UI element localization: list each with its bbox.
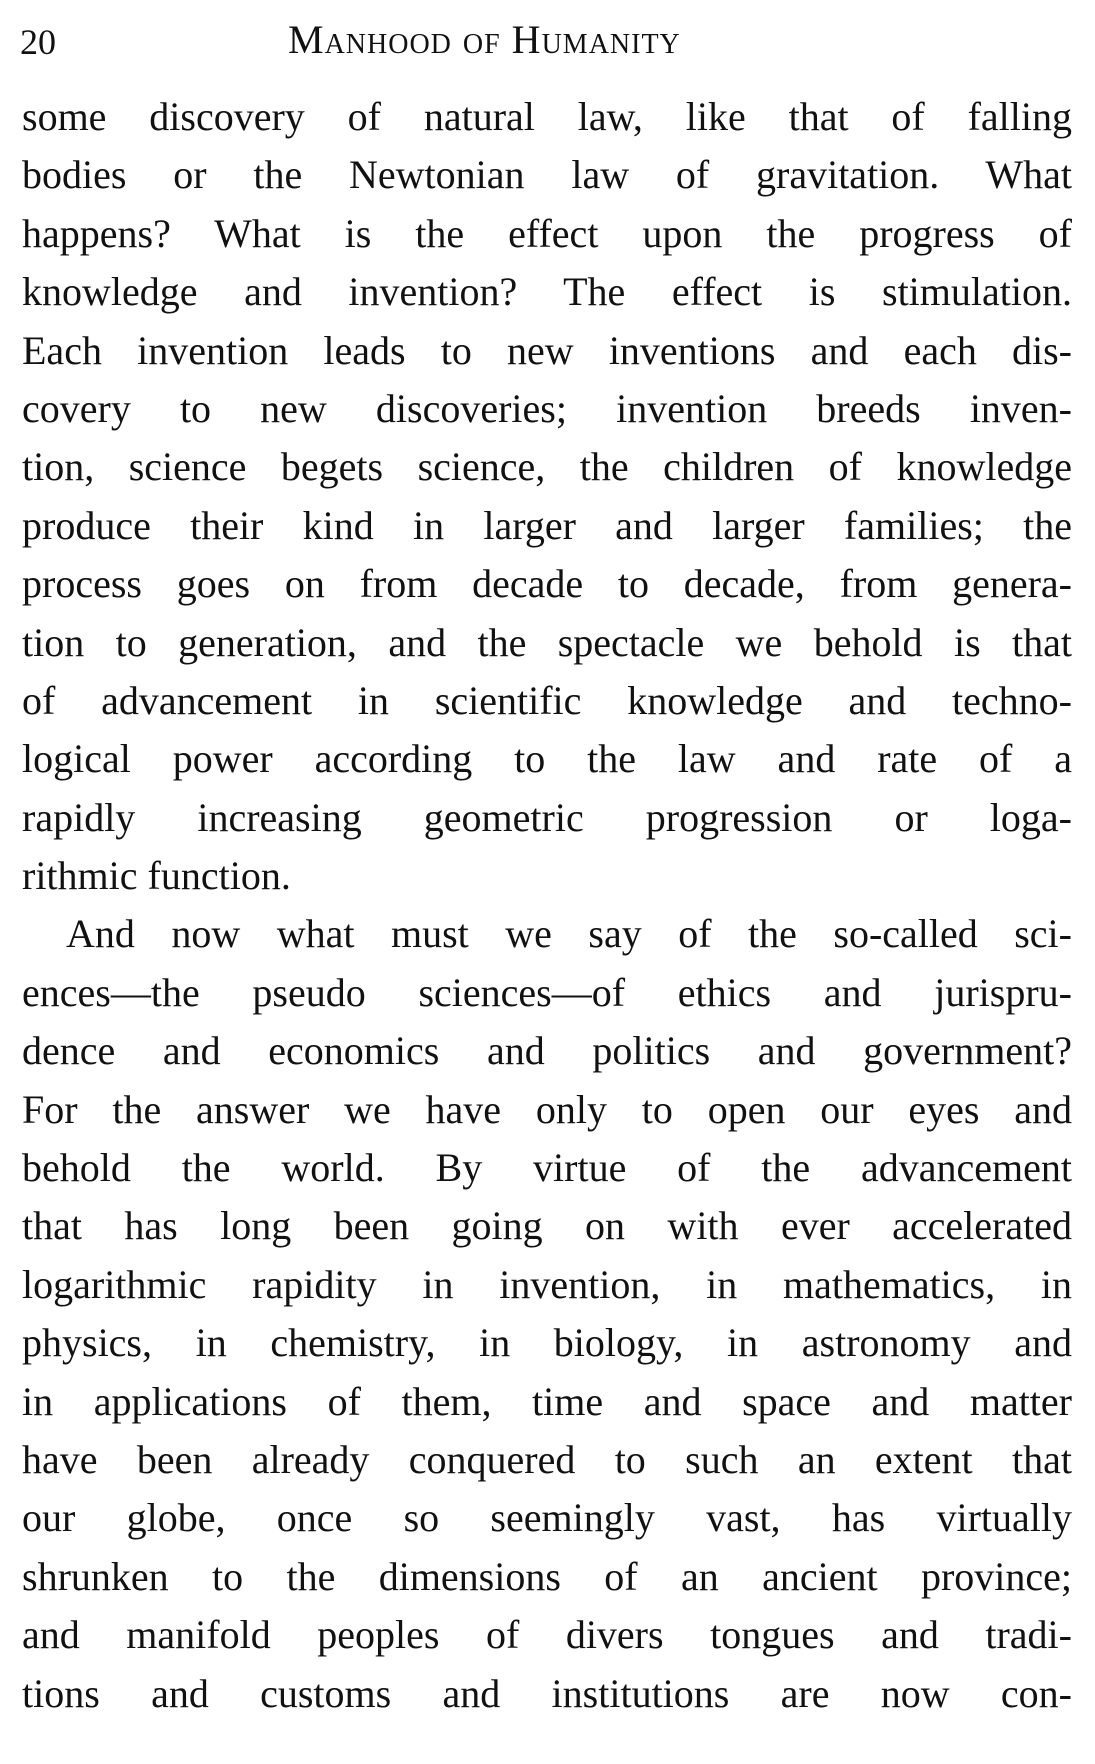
text-line: physics, in chemistry, in biology, in astronomy and <box>22 1320 1072 1366</box>
body-text <box>22 88 1072 1723</box>
text-line: knowledge and invention? The effect is stimulation. <box>22 269 1072 315</box>
text-line: shrunken to the dimensions of an ancient province; <box>22 1553 1072 1599</box>
text-line: rapidly increasing geometric progression or loga- <box>22 794 1072 840</box>
text-line: logarithmic rapidity in invention, in mathematics, in <box>22 1261 1072 1307</box>
text-line: tions and customs and institutions are now con- <box>22 1670 1072 1716</box>
text-line: tion to generation, and the spectacle we behold is that <box>22 619 1072 665</box>
text-line: and manifold peoples of divers tongues and tradi- <box>22 1612 1072 1658</box>
text-line: have been already conquered to such an extent that <box>22 1436 1072 1482</box>
text-line: process goes on from decade to decade, from genera- <box>22 561 1072 607</box>
text-line: Each invention leads to new inventions and each dis- <box>22 327 1072 373</box>
text-line: produce their kind in larger and larger families; the <box>22 502 1072 548</box>
text-line: For the answer we have only to open our eyes and <box>22 1086 1072 1132</box>
text-line: bodies or the Newtonian law of gravitation. What <box>22 152 1072 198</box>
text-line: of advancement in scientific knowledge and techno- <box>22 677 1072 723</box>
text-line: in applications of them, time and space and matter <box>22 1378 1072 1424</box>
text-line: tion, science begets science, the children of knowledge <box>22 444 1072 490</box>
text-line: our globe, once so seemingly vast, has virtually <box>22 1495 1072 1541</box>
text-line: behold the world. By virtue of the advancement <box>22 1145 1072 1191</box>
text-line: some discovery of natural law, like that of falling <box>22 94 1072 139</box>
text-line: happens? What is the effect upon the progress of <box>22 210 1072 256</box>
paragraph-first-line: And now what must we say of the so-called sci- <box>66 911 1072 957</box>
text-line: logical power according to the law and rate of a <box>22 736 1072 782</box>
text-line: ences—the pseudo sciences—of ethics and jurispru- <box>22 969 1072 1015</box>
text-line: dence and economics and politics and government? <box>22 1028 1072 1074</box>
text-line: that has long been going on with ever accelerated <box>22 1203 1072 1249</box>
running-head <box>20 14 800 74</box>
paragraph-last-line: rithmic function. <box>22 853 291 899</box>
page-number: 20 <box>20 22 56 62</box>
text-line: covery to new discoveries; invention breeds inven- <box>22 385 1072 431</box>
running-title: Manhood of Humanity <box>288 17 681 62</box>
